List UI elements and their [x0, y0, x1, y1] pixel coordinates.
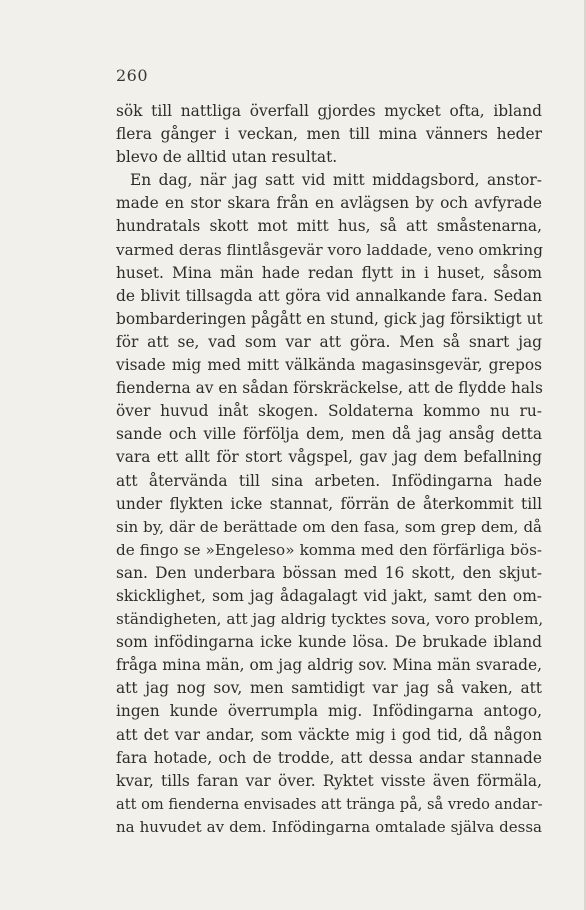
text-line: att det var andar, som väckte mig i god tid, då någon [116, 725, 542, 744]
text-line: sin by, där de berättade om den fasa, som grep dem, då [116, 517, 542, 536]
text-line: bombarderingen pågått en stund, gick jag försiktigt ut [116, 309, 543, 328]
text-line: fienderna av en sådan förskräckelse, att de flydde hals [116, 379, 543, 398]
text-line: under flykten icke stannat, förrän de återkommit till [116, 494, 542, 513]
text-line: över huvud inåt skogen. Soldaterna kommo nu ru- [116, 402, 542, 421]
text-line: ständigheten, att jag aldrig tycktes sova, voro problem, [116, 610, 544, 629]
text-line: san. Den underbara bössan med 16 skott, den skjut- [116, 563, 542, 582]
text-line: fara hotade, och de trodde, att dessa andar stannade [116, 748, 542, 767]
text-line: En dag, när jag satt vid mitt middagsbord, anstor- [130, 171, 542, 190]
text-line: för att se, vad som var att göra. Men så snart jag [116, 332, 542, 351]
text-line: fråga mina män, om jag aldrig sov. Mina män svarade, [116, 656, 542, 675]
text-line: att återvända till sina arbeten. Infödingarna hade [116, 471, 542, 490]
body-text [116, 100, 542, 839]
text-line: skicklighet, som jag ådagalagt vid jakt, samt den om- [116, 586, 542, 605]
text-line: kvar, tills faran var över. Ryktet visste även förmäla, [116, 771, 542, 790]
text-line: ingen kunde överrumpla mig. Infödingarna antogo, [116, 702, 542, 721]
text-line: de fingo se »Engeleso» komma med den förfärliga bös- [116, 540, 542, 559]
text-line: sande och ville förfölja dem, men då jag ansåg detta [116, 425, 542, 444]
text-line: na huvudet av dem. Infödingarna omtalade själva dessa [116, 817, 542, 836]
page-number: 260 [116, 66, 149, 85]
text-line: hundratals skott mot mitt hus, så att småstenarna, [116, 217, 542, 236]
text-line: de blivit tillsagda att göra vid annalkande fara. Sedan [116, 286, 542, 305]
text-line: varmed deras flintlåsgevär voro laddade, veno omkring [116, 240, 543, 259]
text-line: huset. Mina män hade redan flytt in i huset, såsom [116, 263, 542, 282]
text-line: att om fienderna envisades att tränga på, så vredo andar- [116, 795, 543, 813]
text-line: flera gånger i veckan, men till mina vänners heder [116, 125, 542, 144]
text-line: visade mig med mitt välkända magasinsgevär, grepos [116, 356, 542, 375]
text-line: blevo de alltid utan resultat. [116, 148, 338, 167]
text-line: som infödingarna icke kunde lösa. De brukade ibland [116, 633, 542, 652]
text-line: sök till nattliga överfall gjordes mycket ofta, ibland [116, 102, 542, 120]
text-line: made en stor skara från en avlägsen by och avfyrade [116, 194, 542, 213]
text-line: vara ett allt för stort vågspel, gav jag dem befallning [116, 448, 542, 467]
text-line: att jag nog sov, men samtidigt var jag så vaken, att [116, 679, 542, 698]
